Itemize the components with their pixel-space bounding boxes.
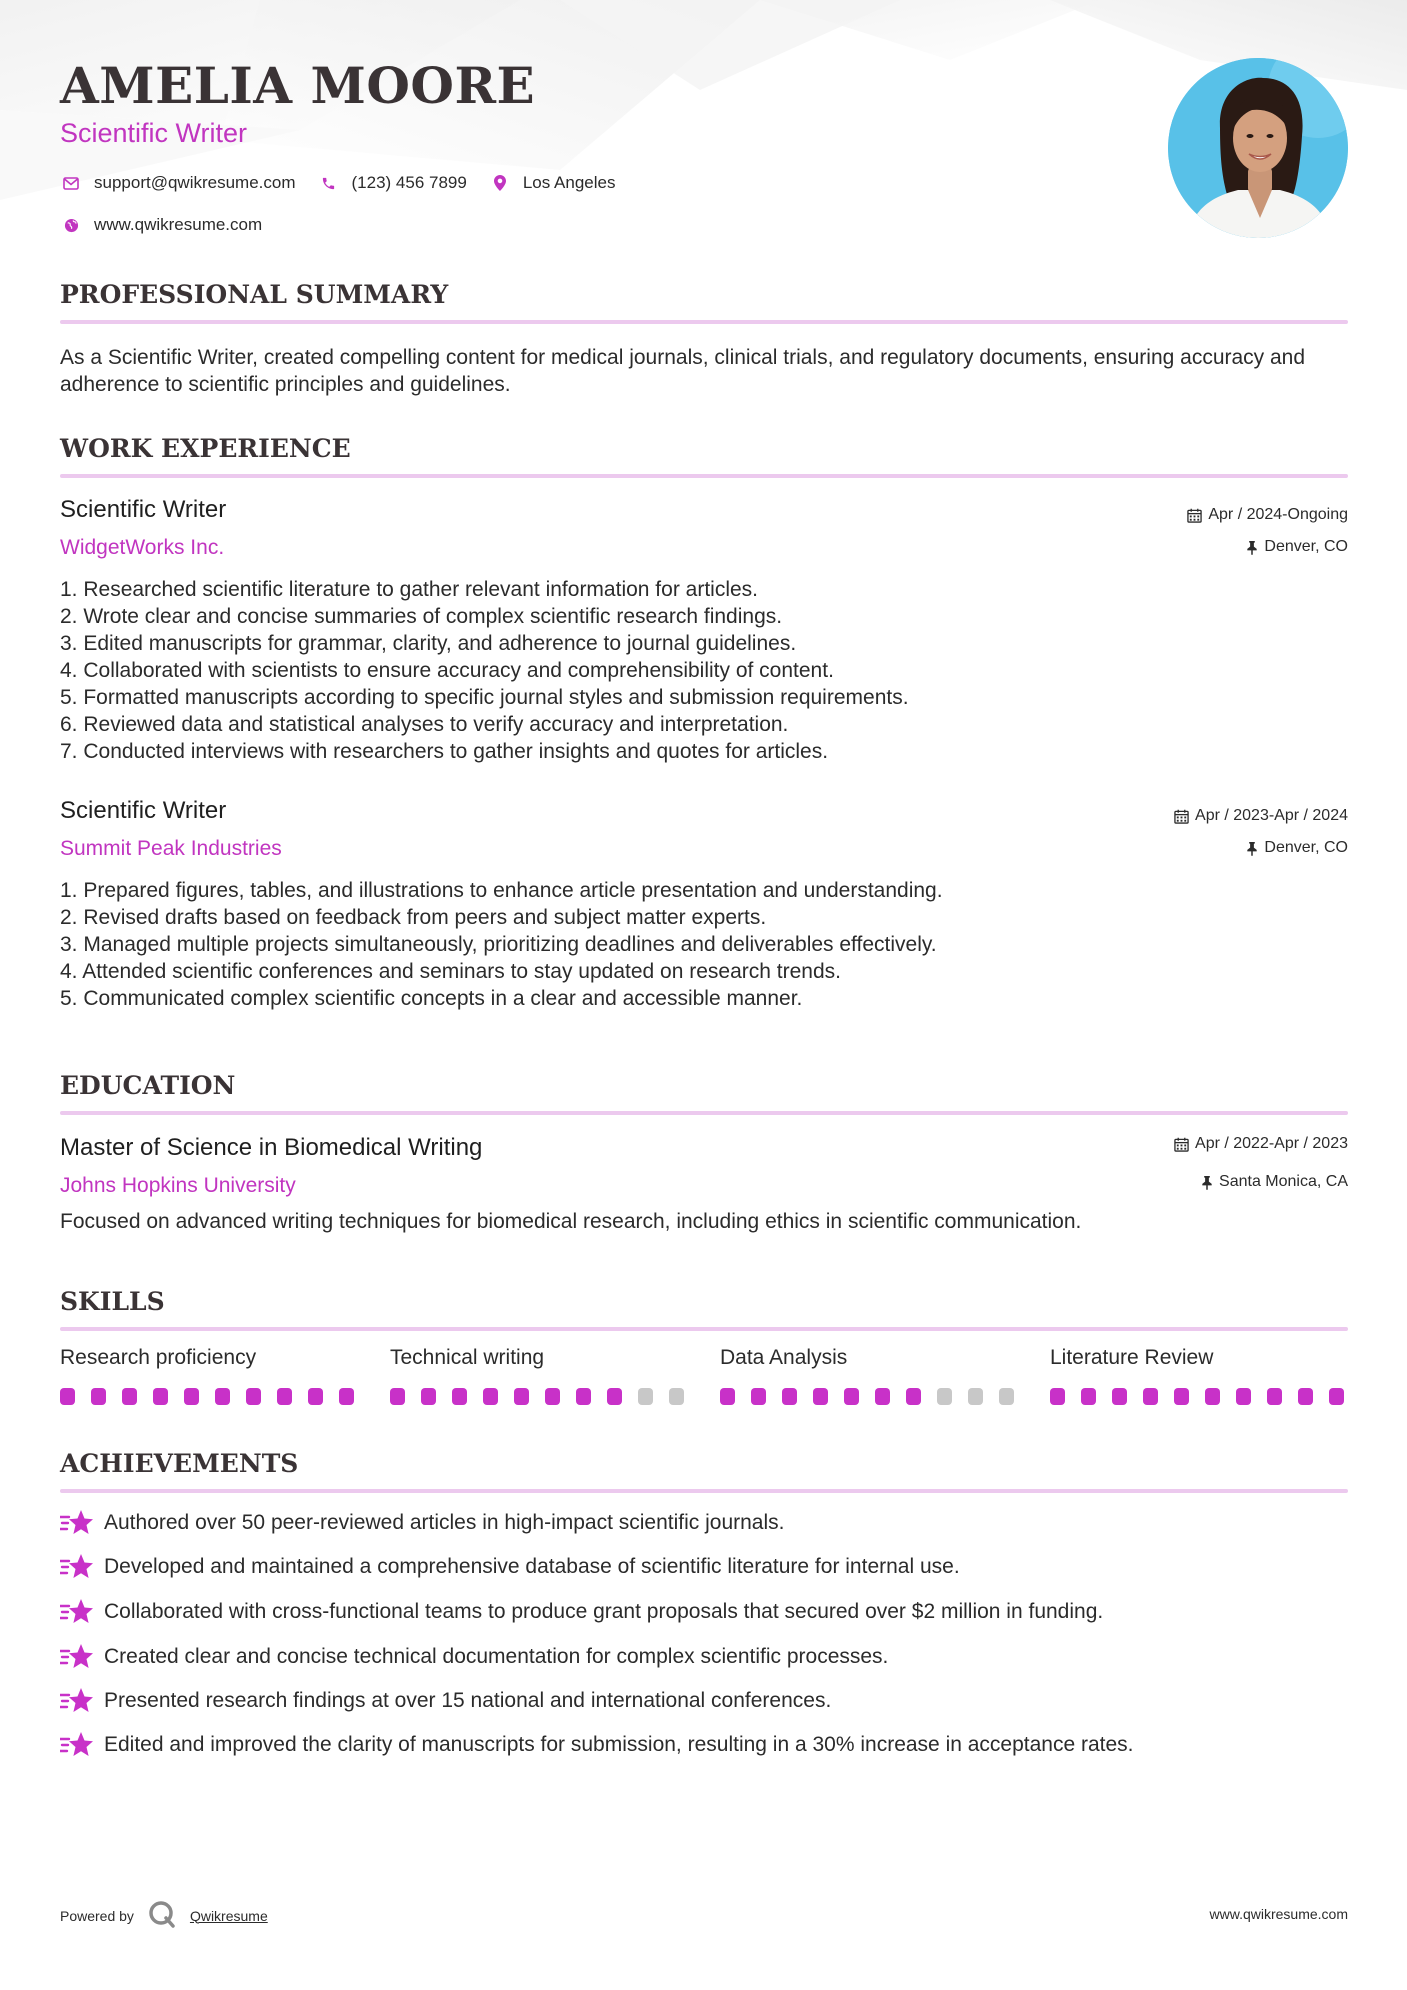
skills-heading-text: SKILLS [60, 1287, 165, 1316]
rating-dot-empty [937, 1388, 952, 1405]
rating-dot-empty [999, 1388, 1014, 1405]
education-dates-text: Apr / 2022-Apr / 2023 [1195, 1135, 1348, 1152]
powered-by-text: Powered by [60, 1907, 134, 1924]
rating-dot-filled [844, 1388, 859, 1405]
section-divider [60, 1327, 1348, 1331]
section-education-heading [60, 1071, 1348, 1100]
education-description: Focused on advanced writing techniques for biomedical research, including ethics in scientific communication. [60, 1210, 1082, 1233]
rating-dot-filled [1298, 1388, 1313, 1405]
achievement-item [60, 1508, 785, 1538]
education-location-text: Santa Monica, CA [1219, 1173, 1348, 1190]
pushpin-icon [1246, 540, 1258, 555]
rating-dot-filled [339, 1388, 354, 1405]
rating-dot-filled [1174, 1388, 1189, 1405]
education-heading-text: EDUCATION [60, 1071, 236, 1100]
job-location [1246, 839, 1348, 857]
map-pin-icon [489, 172, 511, 194]
rating-dot-filled [1143, 1388, 1158, 1405]
job-location [1246, 538, 1348, 556]
rating-dot-filled [184, 1388, 199, 1405]
pushpin-icon [1201, 1175, 1213, 1190]
calendar-icon [1187, 508, 1202, 523]
summary-heading-text: PROFESSIONAL SUMMARY [60, 280, 449, 309]
contact-phone[interactable]: (123) 456 7899 [351, 173, 467, 192]
job-dates-text: Apr / 2023-Apr / 2024 [1195, 807, 1348, 824]
section-divider [60, 1489, 1348, 1493]
degree-title: Master of Science in Biomedical Writing [60, 1134, 483, 1161]
job-dates [1174, 807, 1348, 825]
rating-dot-filled [1205, 1388, 1220, 1405]
rating-dot-filled [875, 1388, 890, 1405]
rating-dot-filled [452, 1388, 467, 1405]
star-icon [60, 1552, 94, 1582]
skill-item [1050, 1346, 1350, 1405]
job-location-text: Denver, CO [1264, 538, 1348, 555]
skill-rating [390, 1388, 690, 1405]
achievement-text: Collaborated with cross-functional teams to produce grant proposals that secured over $2 million in funding. [104, 1600, 1104, 1623]
job-company: WidgetWorks Inc. [60, 536, 225, 559]
list-item: 3. Managed multiple projects simultaneously, prioritizing deadlines and deliverables effectively. [60, 933, 937, 956]
school-name: Johns Hopkins University [60, 1174, 296, 1197]
rating-dot-filled [421, 1388, 436, 1405]
list-item: 5. Communicated complex scientific concepts in a clear and accessible manner. [60, 987, 803, 1010]
calendar-icon [1174, 1137, 1189, 1152]
candidate-name: AMELIA MOORE [60, 56, 536, 115]
contact-location: Los Angeles [522, 173, 616, 192]
rating-dot-filled [246, 1388, 261, 1405]
job-company: Summit Peak Industries [60, 837, 282, 860]
rating-dot-filled [720, 1388, 735, 1405]
rating-dot-filled [122, 1388, 137, 1405]
job-responsibilities [60, 877, 1348, 1012]
education-location [1201, 1173, 1348, 1191]
footer-powered-by [60, 1900, 268, 1931]
contact-row [60, 172, 637, 194]
job-title: Scientific Writer [60, 496, 227, 523]
star-icon [60, 1597, 94, 1627]
star-icon [60, 1642, 94, 1672]
star-icon [60, 1730, 94, 1760]
globe-icon [60, 214, 82, 236]
star-icon [60, 1508, 94, 1538]
rating-dot-filled [91, 1388, 106, 1405]
skill-rating [1050, 1388, 1350, 1405]
rating-dot-filled [813, 1388, 828, 1405]
profile-photo [1168, 58, 1348, 238]
rating-dot-filled [308, 1388, 323, 1405]
section-summary-heading [60, 280, 1348, 309]
rating-dot-empty [638, 1388, 653, 1405]
rating-dot-filled [1236, 1388, 1251, 1405]
achievement-text: Developed and maintained a comprehensive database of scientific literature for internal use. [104, 1555, 960, 1578]
section-divider [60, 474, 1348, 478]
achievement-item [60, 1552, 960, 1582]
achievement-item [60, 1686, 831, 1716]
list-item: 3. Edited manuscripts for grammar, clarity, and adherence to journal guidelines. [60, 632, 797, 655]
rating-dot-filled [1267, 1388, 1282, 1405]
skill-item [60, 1346, 360, 1405]
achievement-item [60, 1597, 1103, 1627]
skill-name: Technical writing [390, 1346, 545, 1369]
rating-dot-filled [545, 1388, 560, 1405]
achievements-heading-text: ACHIEVEMENTS [60, 1449, 299, 1478]
rating-dot-filled [782, 1388, 797, 1405]
achievement-item [60, 1642, 888, 1672]
skill-item [720, 1346, 1020, 1405]
rating-dot-filled [514, 1388, 529, 1405]
summary-text: As a Scientific Writer, created compelling content for medical journals, clinical trials, and regulatory documents, ensuring accuracy and adherence to scientific principles and guidelines. [60, 346, 1306, 396]
contact-row-website [60, 214, 284, 236]
contact-website[interactable]: www.qwikresume.com [94, 215, 263, 234]
rating-dot-filled [215, 1388, 230, 1405]
job-dates-text: Apr / 2024-Ongoing [1208, 506, 1348, 523]
job-responsibilities [60, 576, 1348, 765]
job-dates [1187, 506, 1348, 524]
footer-brand-link[interactable]: Qwikresume [189, 1907, 268, 1924]
section-achievements-heading [60, 1449, 1348, 1478]
rating-dot-filled [277, 1388, 292, 1405]
achievement-text: Authored over 50 peer-reviewed articles in high-impact scientific journals. [104, 1511, 785, 1534]
rating-dot-filled [1329, 1388, 1344, 1405]
rating-dot-filled [906, 1388, 921, 1405]
achievement-text: Edited and improved the clarity of manuscripts for submission, resulting in a 30% increase in acceptance rates. [104, 1733, 1134, 1756]
rating-dot-filled [1081, 1388, 1096, 1405]
rating-dot-filled [576, 1388, 591, 1405]
rating-dot-empty [669, 1388, 684, 1405]
skill-name: Literature Review [1050, 1346, 1214, 1369]
rating-dot-filled [1112, 1388, 1127, 1405]
rating-dot-filled [483, 1388, 498, 1405]
job-location-text: Denver, CO [1264, 839, 1348, 856]
education-dates [1174, 1135, 1348, 1153]
list-item: 1. Prepared figures, tables, and illustrations to enhance article presentation and understanding. [60, 879, 943, 902]
list-item: 4. Collaborated with scientists to ensure accuracy and comprehensibility of content. [60, 659, 834, 682]
candidate-title: Scientific Writer [60, 118, 248, 148]
list-item: 2. Wrote clear and concise summaries of complex scientific research findings. [60, 605, 783, 628]
skill-name: Data Analysis [720, 1346, 848, 1369]
rating-dot-filled [1050, 1388, 1065, 1405]
rating-dot-filled [751, 1388, 766, 1405]
star-icon [60, 1686, 94, 1716]
achievement-text: Presented research findings at over 15 national and international conferences. [104, 1689, 832, 1712]
contact-email[interactable]: support@qwikresume.com [94, 173, 296, 192]
pushpin-icon [1246, 841, 1258, 856]
achievement-text: Created clear and concise technical documentation for complex scientific processes. [104, 1645, 889, 1668]
job-title: Scientific Writer [60, 797, 227, 824]
section-skills-heading [60, 1287, 1348, 1316]
list-item: 1. Researched scientific literature to gather relevant information for articles. [60, 578, 758, 601]
calendar-icon [1174, 809, 1189, 824]
skill-item [390, 1346, 690, 1405]
skill-rating [720, 1388, 1020, 1405]
phone-icon [318, 172, 340, 194]
rating-dot-filled [607, 1388, 622, 1405]
rating-dot-empty [968, 1388, 983, 1405]
skill-name: Research proficiency [60, 1346, 257, 1369]
list-item: 4. Attended scientific conferences and seminars to stay updated on research trends. [60, 960, 841, 983]
experience-heading-text: WORK EXPERIENCE [60, 434, 351, 463]
footer-url[interactable]: www.qwikresume.com [1209, 1906, 1348, 1922]
section-divider [60, 1111, 1348, 1115]
rating-dot-filled [390, 1388, 405, 1405]
qwikresume-logo-icon [148, 1900, 176, 1931]
list-item: 2. Revised drafts based on feedback from peers and subject matter experts. [60, 906, 767, 929]
skill-rating [60, 1388, 360, 1405]
list-item: 5. Formatted manuscripts according to specific journal styles and submission requirements. [60, 686, 909, 709]
envelope-icon [60, 172, 82, 194]
section-divider [60, 320, 1348, 324]
achievement-item [60, 1730, 1134, 1760]
list-item: 6. Reviewed data and statistical analyses to verify accuracy and interpretation. [60, 713, 789, 736]
rating-dot-filled [60, 1388, 75, 1405]
section-experience-heading [60, 434, 1348, 463]
list-item: 7. Conducted interviews with researchers to gather insights and quotes for articles. [60, 740, 829, 763]
rating-dot-filled [153, 1388, 168, 1405]
